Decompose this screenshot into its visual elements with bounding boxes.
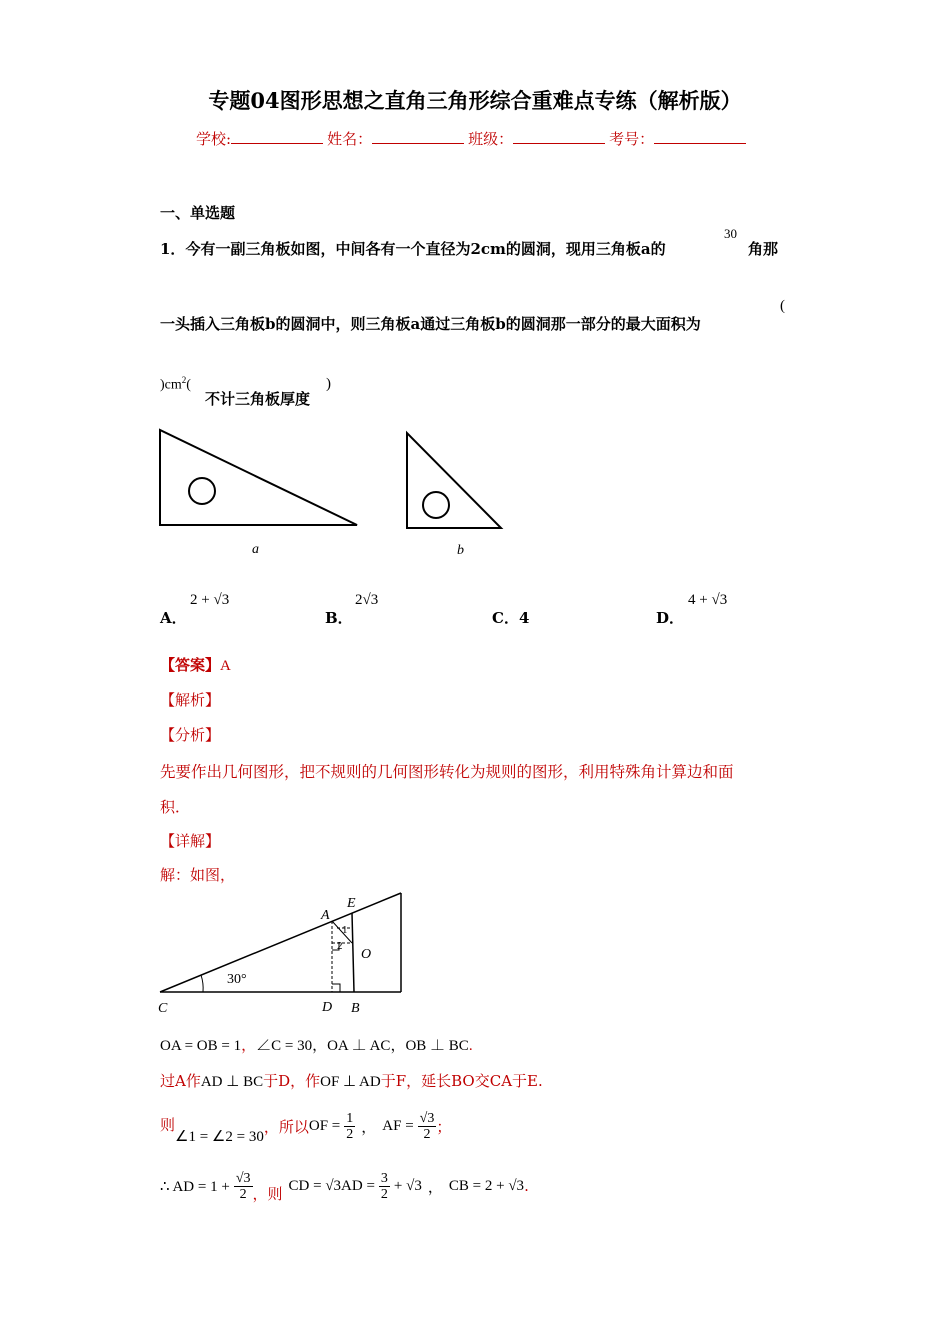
geometry-diagram	[155, 888, 415, 1018]
angle-2-label: 2	[337, 940, 343, 952]
of-den: 2	[346, 1126, 354, 1142]
triangle-a	[160, 430, 357, 525]
ad-fraction	[234, 1171, 253, 1202]
question-unit	[160, 375, 191, 394]
question-text-1a: 今有一副三角板如图，中间各有一个直径为2cm的圆洞，现用三角板a的	[185, 240, 666, 258]
triangle-b	[407, 433, 501, 528]
oa-ob-eq: OA = OB = 1	[160, 1038, 242, 1054]
jiexi-label: 【解析】	[160, 691, 221, 709]
line4-ze: ，则	[252, 1185, 283, 1203]
of-fraction	[344, 1111, 355, 1142]
point-b-label: B	[351, 1001, 360, 1016]
af-den: 2	[423, 1126, 431, 1142]
class-blank	[513, 129, 605, 144]
line2-pre: 过A作	[160, 1072, 201, 1090]
option-d-value: 4 + √3	[688, 592, 728, 608]
school-label: 学校:	[196, 130, 232, 148]
angle-30-label: 30°	[227, 972, 247, 987]
solution-line-1: OA = OB = 1，∠C = 30，OA ⊥ AC，OB ⊥ BC.	[160, 1038, 473, 1054]
question-number: 1．	[160, 240, 186, 258]
of-perp-ad: OF ⊥ AD	[320, 1074, 381, 1090]
cd-num: 3	[380, 1170, 388, 1186]
question-angle-30: 30	[724, 226, 737, 241]
fenxi-text-2: 积．	[160, 798, 191, 816]
option-a-label: A．	[160, 609, 187, 627]
ad-den: 2	[239, 1186, 247, 1202]
point-d-label: D	[322, 1000, 333, 1015]
question-line-2: 一头插入三角板b的圆洞中，则三角板a通过三角板b的圆洞那一部分的最大面积为	[160, 315, 701, 333]
label-a: a	[252, 542, 259, 557]
cd-tail: + √3	[393, 1177, 422, 1194]
xiangjie-label: 【详解】	[160, 832, 221, 850]
point-e-label: E	[347, 896, 356, 911]
answer-value: A	[220, 658, 231, 674]
option-b-value: 2√3	[355, 592, 379, 608]
cd-fraction	[379, 1171, 390, 1202]
unit-cm: )cm	[160, 377, 182, 393]
unit-exp: 2	[181, 375, 187, 385]
note-paren-close: )	[326, 376, 331, 392]
solution-line-4: ∴ AD = 1 + $\frac{√3}{2}$ ，则 CD = √3AD = $\frac{3}{2}$ + √3 ， CB = 2 + √3 .	[160, 1170, 529, 1203]
question-line-1	[160, 238, 666, 259]
option-c: C．4	[492, 609, 530, 627]
ad-perp-bc: AD ⊥ BC	[200, 1074, 264, 1090]
af-fraction	[418, 1111, 437, 1142]
triangle-figures	[155, 425, 515, 565]
solution-intro: 解：如图，	[160, 866, 236, 884]
ad-num: √3	[235, 1170, 251, 1186]
angle-1-label: 1	[342, 924, 348, 936]
cb-eq: CB = 2 + √3	[448, 1177, 525, 1194]
triangle-b-hole	[423, 492, 449, 518]
line2-mid: 于D，作	[263, 1072, 321, 1090]
option-d-label: D．	[656, 609, 685, 627]
solution-line-3: 则 ∠1 = ∠2 = 30 ，所以 OF = $\frac{1}{2}$ ， AF = $\frac{√3}{2}$ ；	[160, 1110, 452, 1145]
solution-line-2	[160, 1070, 543, 1091]
option-b-label: B．	[325, 609, 353, 627]
exam-no-blank	[654, 129, 746, 144]
point-c-label: C	[158, 1001, 168, 1016]
question-note: 不计三角板厚度	[205, 390, 311, 408]
triangle-a-hole	[189, 478, 215, 504]
cd-eq: CD = √3AD =	[288, 1177, 375, 1194]
note-paren-open: (	[186, 377, 191, 393]
line2-post: 于F，延长BO交CA于E.	[380, 1072, 543, 1090]
section-heading: 一、单选题	[160, 204, 236, 222]
answer-line	[160, 654, 231, 675]
name-label: 姓名：	[327, 130, 373, 148]
of-num: 1	[346, 1110, 354, 1126]
cd-den: 2	[380, 1186, 388, 1202]
question-paren-open: (	[780, 298, 785, 314]
page-title: 专题04图形思想之直角三角形综合重难点专练（解析版）	[208, 88, 742, 113]
oa-perp: OA ⊥ AC	[327, 1038, 391, 1054]
point-o-label: O	[361, 947, 372, 962]
fenxi-label: 【分析】	[160, 726, 221, 744]
name-blank	[372, 129, 464, 144]
school-blank	[231, 129, 323, 144]
point-a-label: A	[321, 908, 330, 923]
ob-perp: OB ⊥ BC	[405, 1038, 469, 1054]
af-eq: AF =	[382, 1117, 414, 1134]
line3-pre: 则	[160, 1116, 176, 1134]
label-b: b	[457, 543, 464, 558]
answer-label: 【答案】	[160, 656, 221, 674]
class-label: 班级：	[468, 130, 514, 148]
fenxi-text-1: 先要作出几何图形，把不规则的几何图形转化为规则的图形，利用特殊角计算边和面	[160, 763, 734, 781]
angle-c-eq: ∠C = 30	[256, 1038, 313, 1054]
option-a-value: 2 + √3	[190, 592, 230, 608]
of-eq: OF =	[308, 1117, 341, 1134]
line3-mid: ，所以	[263, 1117, 309, 1136]
question-text-1b: 角那	[748, 240, 779, 258]
angle-1-2-eq: ∠1 = ∠2 = 30	[175, 1129, 264, 1145]
student-info-line	[196, 128, 750, 149]
exam-no-label: 考号：	[609, 130, 655, 148]
af-num: √3	[419, 1110, 435, 1126]
ad-eq: ∴ AD = 1 +	[160, 1178, 230, 1195]
